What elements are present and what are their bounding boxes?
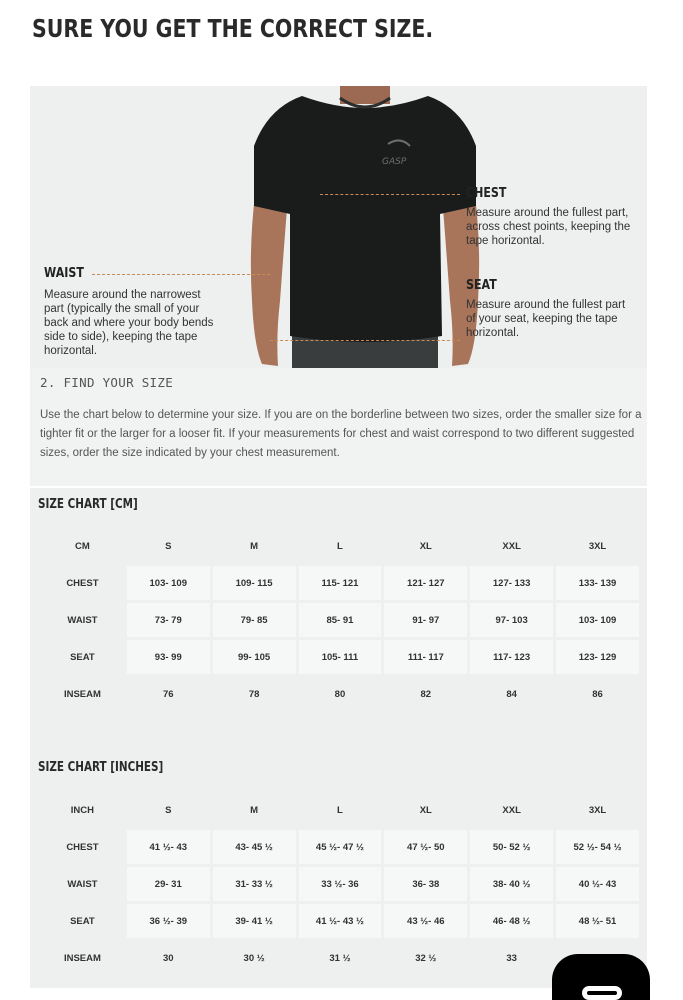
table-cell: 33 ½- 36 bbox=[299, 867, 382, 901]
table-cell: 91- 97 bbox=[384, 603, 467, 637]
table-cell: 73- 79 bbox=[127, 603, 210, 637]
table-row bbox=[41, 830, 639, 864]
measurement-guide-panel bbox=[30, 86, 647, 368]
page-headline: SURE YOU GET THE CORRECT SIZE. bbox=[32, 14, 434, 43]
header-cell: XXL bbox=[502, 540, 521, 552]
header-cell: S bbox=[165, 804, 172, 816]
header-cell: M bbox=[250, 804, 259, 816]
chest-guide-line bbox=[320, 194, 460, 195]
table-cell: 93- 99 bbox=[127, 640, 210, 674]
header-cell: M bbox=[250, 540, 259, 552]
seat-title: SEAT bbox=[466, 278, 497, 293]
find-size-title: 2. FIND YOUR SIZE bbox=[40, 375, 174, 390]
table-cell: 105- 111 bbox=[299, 640, 382, 674]
header-cell: CM bbox=[75, 540, 90, 552]
brand-logo: GASP bbox=[382, 157, 407, 167]
table-cell: 47 ½- 50 bbox=[384, 830, 467, 864]
table-cell: 103- 109 bbox=[556, 603, 639, 637]
table-cell: 127- 133 bbox=[470, 566, 553, 600]
row-label: WAIST bbox=[67, 614, 98, 626]
header-cell: XXL bbox=[502, 804, 521, 816]
table-cell: 123- 129 bbox=[556, 640, 639, 674]
row-label: CHEST bbox=[66, 577, 99, 589]
table-cell: 43- 45 ½ bbox=[213, 830, 296, 864]
find-your-size-panel bbox=[30, 368, 647, 486]
row-label: SEAT bbox=[70, 915, 95, 927]
table-cell: 30 bbox=[162, 952, 174, 964]
table-cell: 121- 127 bbox=[384, 566, 467, 600]
chest-description: Measure around the fullest part, across chest points, keeping the tape horizontal. bbox=[466, 207, 631, 247]
header-cell: S bbox=[165, 540, 172, 552]
seat-guide-line bbox=[270, 340, 460, 341]
table-cell: 82 bbox=[420, 688, 432, 700]
model-shirt-illustration bbox=[240, 86, 490, 368]
table-cell: 85- 91 bbox=[299, 603, 382, 637]
table-row bbox=[41, 677, 639, 711]
chat-widget-button[interactable] bbox=[552, 954, 650, 1000]
table-cell: 109- 115 bbox=[213, 566, 296, 600]
table-header-row bbox=[41, 793, 639, 827]
header-cell: 3XL bbox=[588, 804, 607, 816]
row-label: CHEST bbox=[66, 841, 99, 853]
table-cell: 36- 38 bbox=[384, 867, 467, 901]
waist-guide-line bbox=[92, 274, 270, 275]
table-cell: 79- 85 bbox=[213, 603, 296, 637]
table-cell: 117- 123 bbox=[470, 640, 553, 674]
cm-size-table bbox=[38, 526, 642, 714]
header-cell: 3XL bbox=[588, 540, 607, 552]
table-row bbox=[41, 867, 639, 901]
waist-title: WAIST bbox=[44, 266, 84, 281]
header-cell: L bbox=[337, 804, 343, 816]
table-cell: 97- 103 bbox=[470, 603, 553, 637]
table-row bbox=[41, 603, 639, 637]
table-row bbox=[41, 640, 639, 674]
find-size-instructions: Use the chart below to determine your size. If you are on the borderline between two sizes, order the smaller size for a tighter fit or the larger for a looser fit. If your measurements for chest and waist correspond to two different suggested sizes, order the size indicated by your chest measurement. bbox=[40, 409, 642, 459]
table-header-row bbox=[41, 529, 639, 563]
table-cell: 43 ½- 46 bbox=[384, 904, 467, 938]
table-cell: 29- 31 bbox=[127, 867, 210, 901]
table-row bbox=[41, 941, 639, 975]
table-cell: 78 bbox=[248, 688, 260, 700]
row-label: INSEAM bbox=[63, 952, 101, 964]
row-label: INSEAM bbox=[63, 688, 101, 700]
table-cell: 80 bbox=[334, 688, 346, 700]
table-cell: 133- 139 bbox=[556, 566, 639, 600]
table-cell: 86 bbox=[592, 688, 603, 700]
table-cell: 84 bbox=[506, 688, 517, 700]
table-cell: 30 ½ bbox=[243, 952, 265, 964]
size-charts-panel bbox=[30, 488, 647, 988]
table-cell: 39- 41 ½ bbox=[213, 904, 296, 938]
waist-description: Measure around the narrowest part (typically the small of your back and where your body bends side to side), keeping the tape horizontal. bbox=[44, 289, 214, 357]
row-label: WAIST bbox=[67, 878, 98, 890]
row-label: SEAT bbox=[70, 651, 95, 663]
table-cell: 41 ½- 43 bbox=[127, 830, 210, 864]
table-cell: 52 ½- 54 ½ bbox=[556, 830, 639, 864]
table-cell: 38- 40 ½ bbox=[470, 867, 553, 901]
table-cell: 99- 105 bbox=[213, 640, 296, 674]
chat-icon bbox=[582, 986, 622, 1000]
seat-description: Measure around the fullest part of your seat, keeping the tape horizontal. bbox=[466, 299, 626, 339]
table-cell: 50- 52 ½ bbox=[470, 830, 553, 864]
header-cell: XL bbox=[419, 540, 432, 552]
table-cell: 40 ½- 43 bbox=[556, 867, 639, 901]
table-cell: 115- 121 bbox=[299, 566, 382, 600]
table-cell: 103- 109 bbox=[127, 566, 210, 600]
table-row bbox=[41, 904, 639, 938]
chest-title: CHEST bbox=[466, 186, 507, 201]
table-cell: 31- 33 ½ bbox=[213, 867, 296, 901]
table-cell: 111- 117 bbox=[384, 640, 467, 674]
table-cell: 41 ½- 43 ½ bbox=[299, 904, 382, 938]
inch-size-table bbox=[38, 790, 642, 978]
table-cell: 45 ½- 47 ½ bbox=[299, 830, 382, 864]
table-cell: 31 ½ bbox=[329, 952, 351, 964]
table-cell: 46- 48 ½ bbox=[470, 904, 553, 938]
header-cell: INCH bbox=[70, 804, 95, 816]
table-row bbox=[41, 566, 639, 600]
table-cell: 76 bbox=[162, 688, 174, 700]
inch-chart-title: SIZE CHART [INCHES] bbox=[38, 760, 164, 775]
table-cell: 33 bbox=[506, 952, 517, 964]
table-cell: 36 ½- 39 bbox=[127, 904, 210, 938]
header-cell: L bbox=[337, 540, 343, 552]
cm-chart-title: SIZE CHART [CM] bbox=[38, 497, 138, 512]
table-cell: 32 ½ bbox=[415, 952, 437, 964]
header-cell: XL bbox=[419, 804, 432, 816]
table-cell: 48 ½- 51 bbox=[556, 904, 639, 938]
